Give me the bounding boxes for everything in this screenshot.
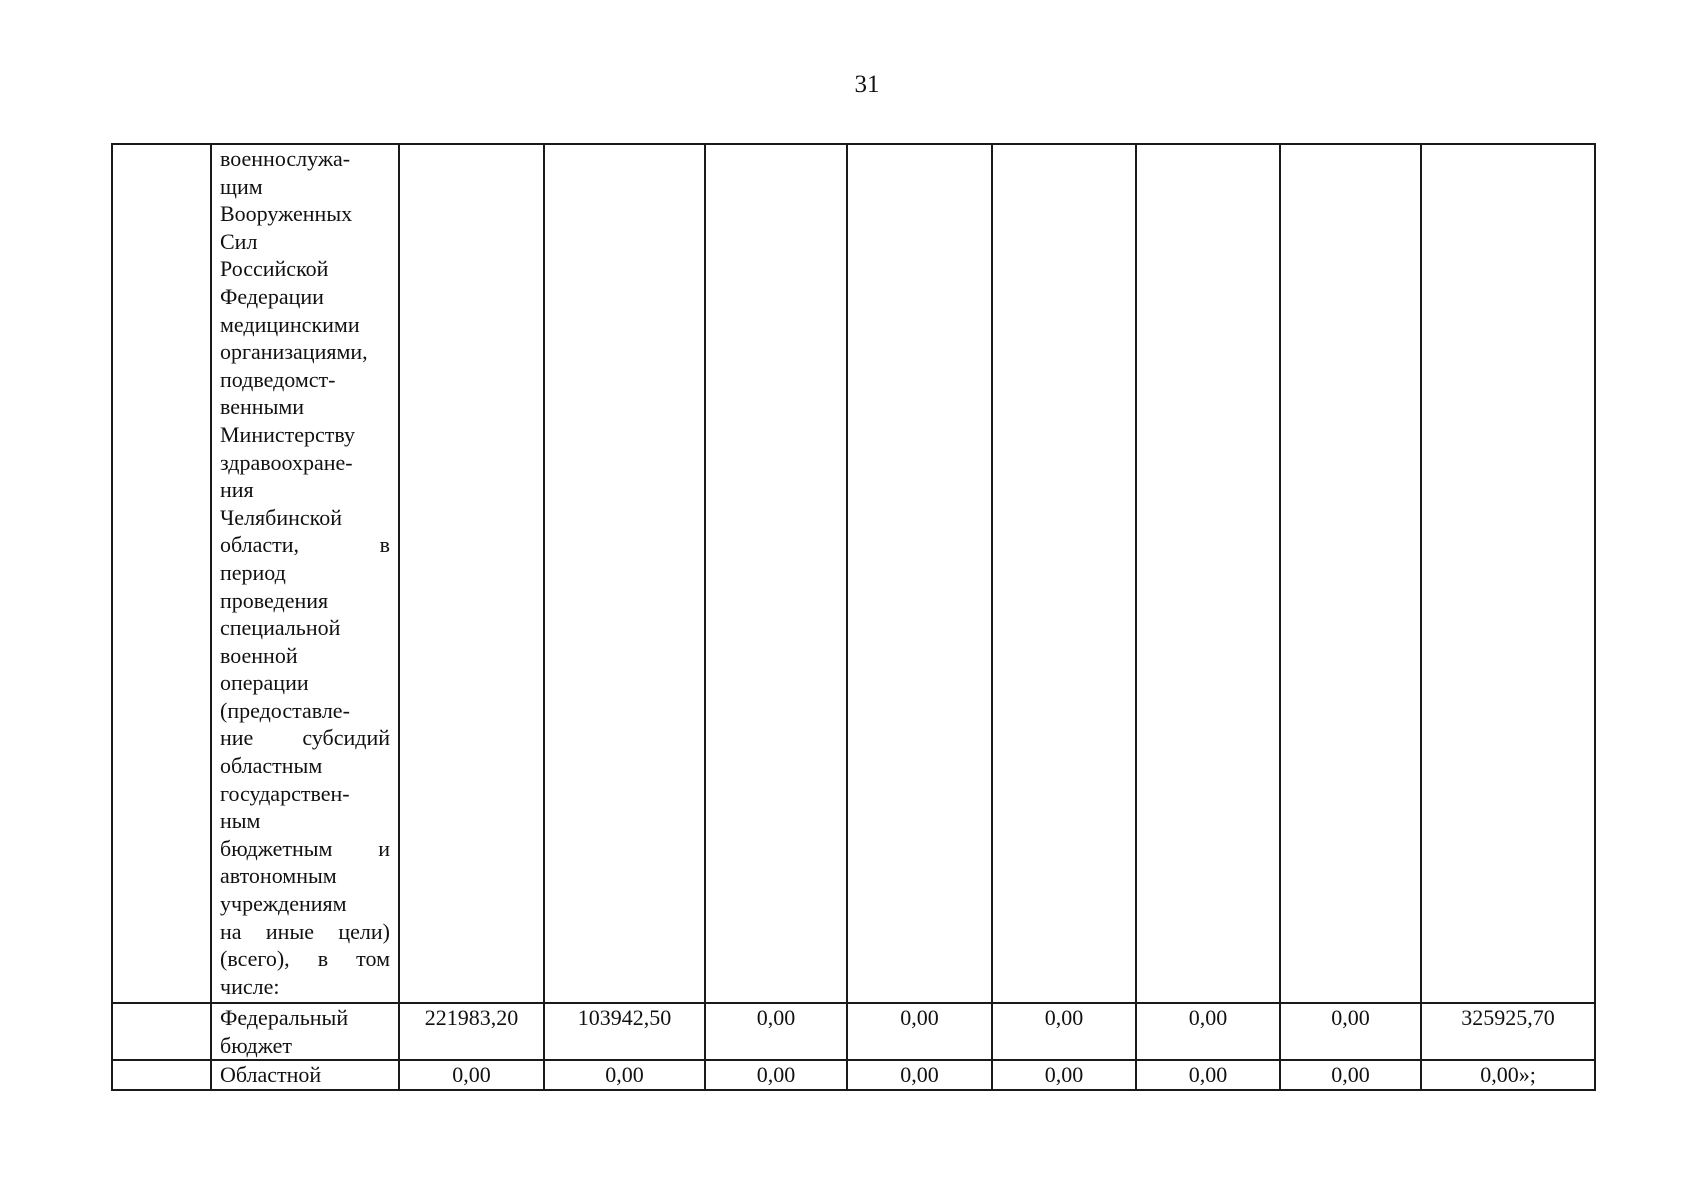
description-line: области, в — [220, 532, 390, 558]
page-number: 31 — [854, 71, 880, 98]
value-cell: 0,00»; — [1421, 1060, 1595, 1090]
table-row — [112, 1003, 1595, 1060]
description-line: ния — [220, 477, 254, 503]
description-line: автономным — [220, 863, 337, 889]
description-line: числе: — [220, 973, 280, 999]
value-cell — [1421, 144, 1595, 1003]
description-line: проведения — [220, 587, 329, 613]
value-cell: 221983,20 — [399, 1003, 544, 1060]
row-number-cell — [112, 1060, 211, 1090]
description-line: Челябинской — [220, 504, 343, 530]
description-line: медицинскими — [220, 311, 360, 337]
value-cell: 0,00 — [847, 1060, 992, 1090]
value-cell — [992, 144, 1136, 1003]
description-line: период — [220, 559, 286, 585]
description-line: операции — [220, 670, 309, 696]
description-cell — [211, 144, 399, 1003]
value-cell: 0,00 — [992, 1003, 1136, 1060]
value-cell — [544, 144, 705, 1003]
value-cell: 0,00 — [1136, 1060, 1280, 1090]
description-line: Российской — [220, 256, 329, 282]
value-cell — [847, 144, 992, 1003]
value-cell: 0,00 — [992, 1060, 1136, 1090]
description-line: Федерации — [220, 283, 324, 309]
description-line: военной — [220, 642, 298, 668]
description-row — [112, 144, 1595, 1003]
budget-table — [111, 143, 1596, 1091]
description-line: военнослужа- — [220, 146, 351, 171]
row-label: Федеральный бюджет — [211, 1003, 399, 1060]
description-line: специальной — [220, 615, 341, 641]
value-cell — [399, 144, 544, 1003]
description-line: венными — [220, 394, 305, 420]
description-line: ным — [220, 808, 261, 834]
description-line: щим — [220, 173, 263, 199]
value-cell: 103942,50 — [544, 1003, 705, 1060]
description-line: Сил — [220, 228, 258, 254]
description-line: ние субсидий — [220, 725, 390, 751]
value-cell — [1280, 144, 1421, 1003]
row-number-cell — [112, 1003, 211, 1060]
value-cell: 0,00 — [399, 1060, 544, 1090]
description-line: государствен- — [220, 780, 350, 806]
value-cell: 0,00 — [847, 1003, 992, 1060]
description-line: областным — [220, 753, 323, 779]
description-line: (всего), в том — [220, 946, 390, 972]
value-cell — [705, 144, 847, 1003]
row-label: Областной — [211, 1060, 399, 1090]
description-line: Вооруженных — [220, 201, 353, 227]
table-row — [112, 1060, 1595, 1090]
row-number-cell — [112, 144, 211, 1003]
description-line: бюджетным и — [220, 835, 390, 861]
value-cell: 325925,70 — [1421, 1003, 1595, 1060]
description-line: организациями, — [220, 339, 368, 365]
value-cell: 0,00 — [1280, 1060, 1421, 1090]
value-cell: 0,00 — [544, 1060, 705, 1090]
description-line: (предоставле- — [220, 697, 350, 723]
value-cell — [1136, 144, 1280, 1003]
description-line: здравоохране- — [220, 449, 353, 475]
value-cell: 0,00 — [705, 1060, 847, 1090]
description-line: подведомст- — [220, 366, 336, 392]
value-cell: 0,00 — [1280, 1003, 1421, 1060]
description-line: Министерству — [220, 421, 356, 447]
description-line: на иные цели) — [220, 918, 390, 944]
description-line: учреждениям — [220, 891, 347, 917]
value-cell: 0,00 — [705, 1003, 847, 1060]
value-cell: 0,00 — [1136, 1003, 1280, 1060]
